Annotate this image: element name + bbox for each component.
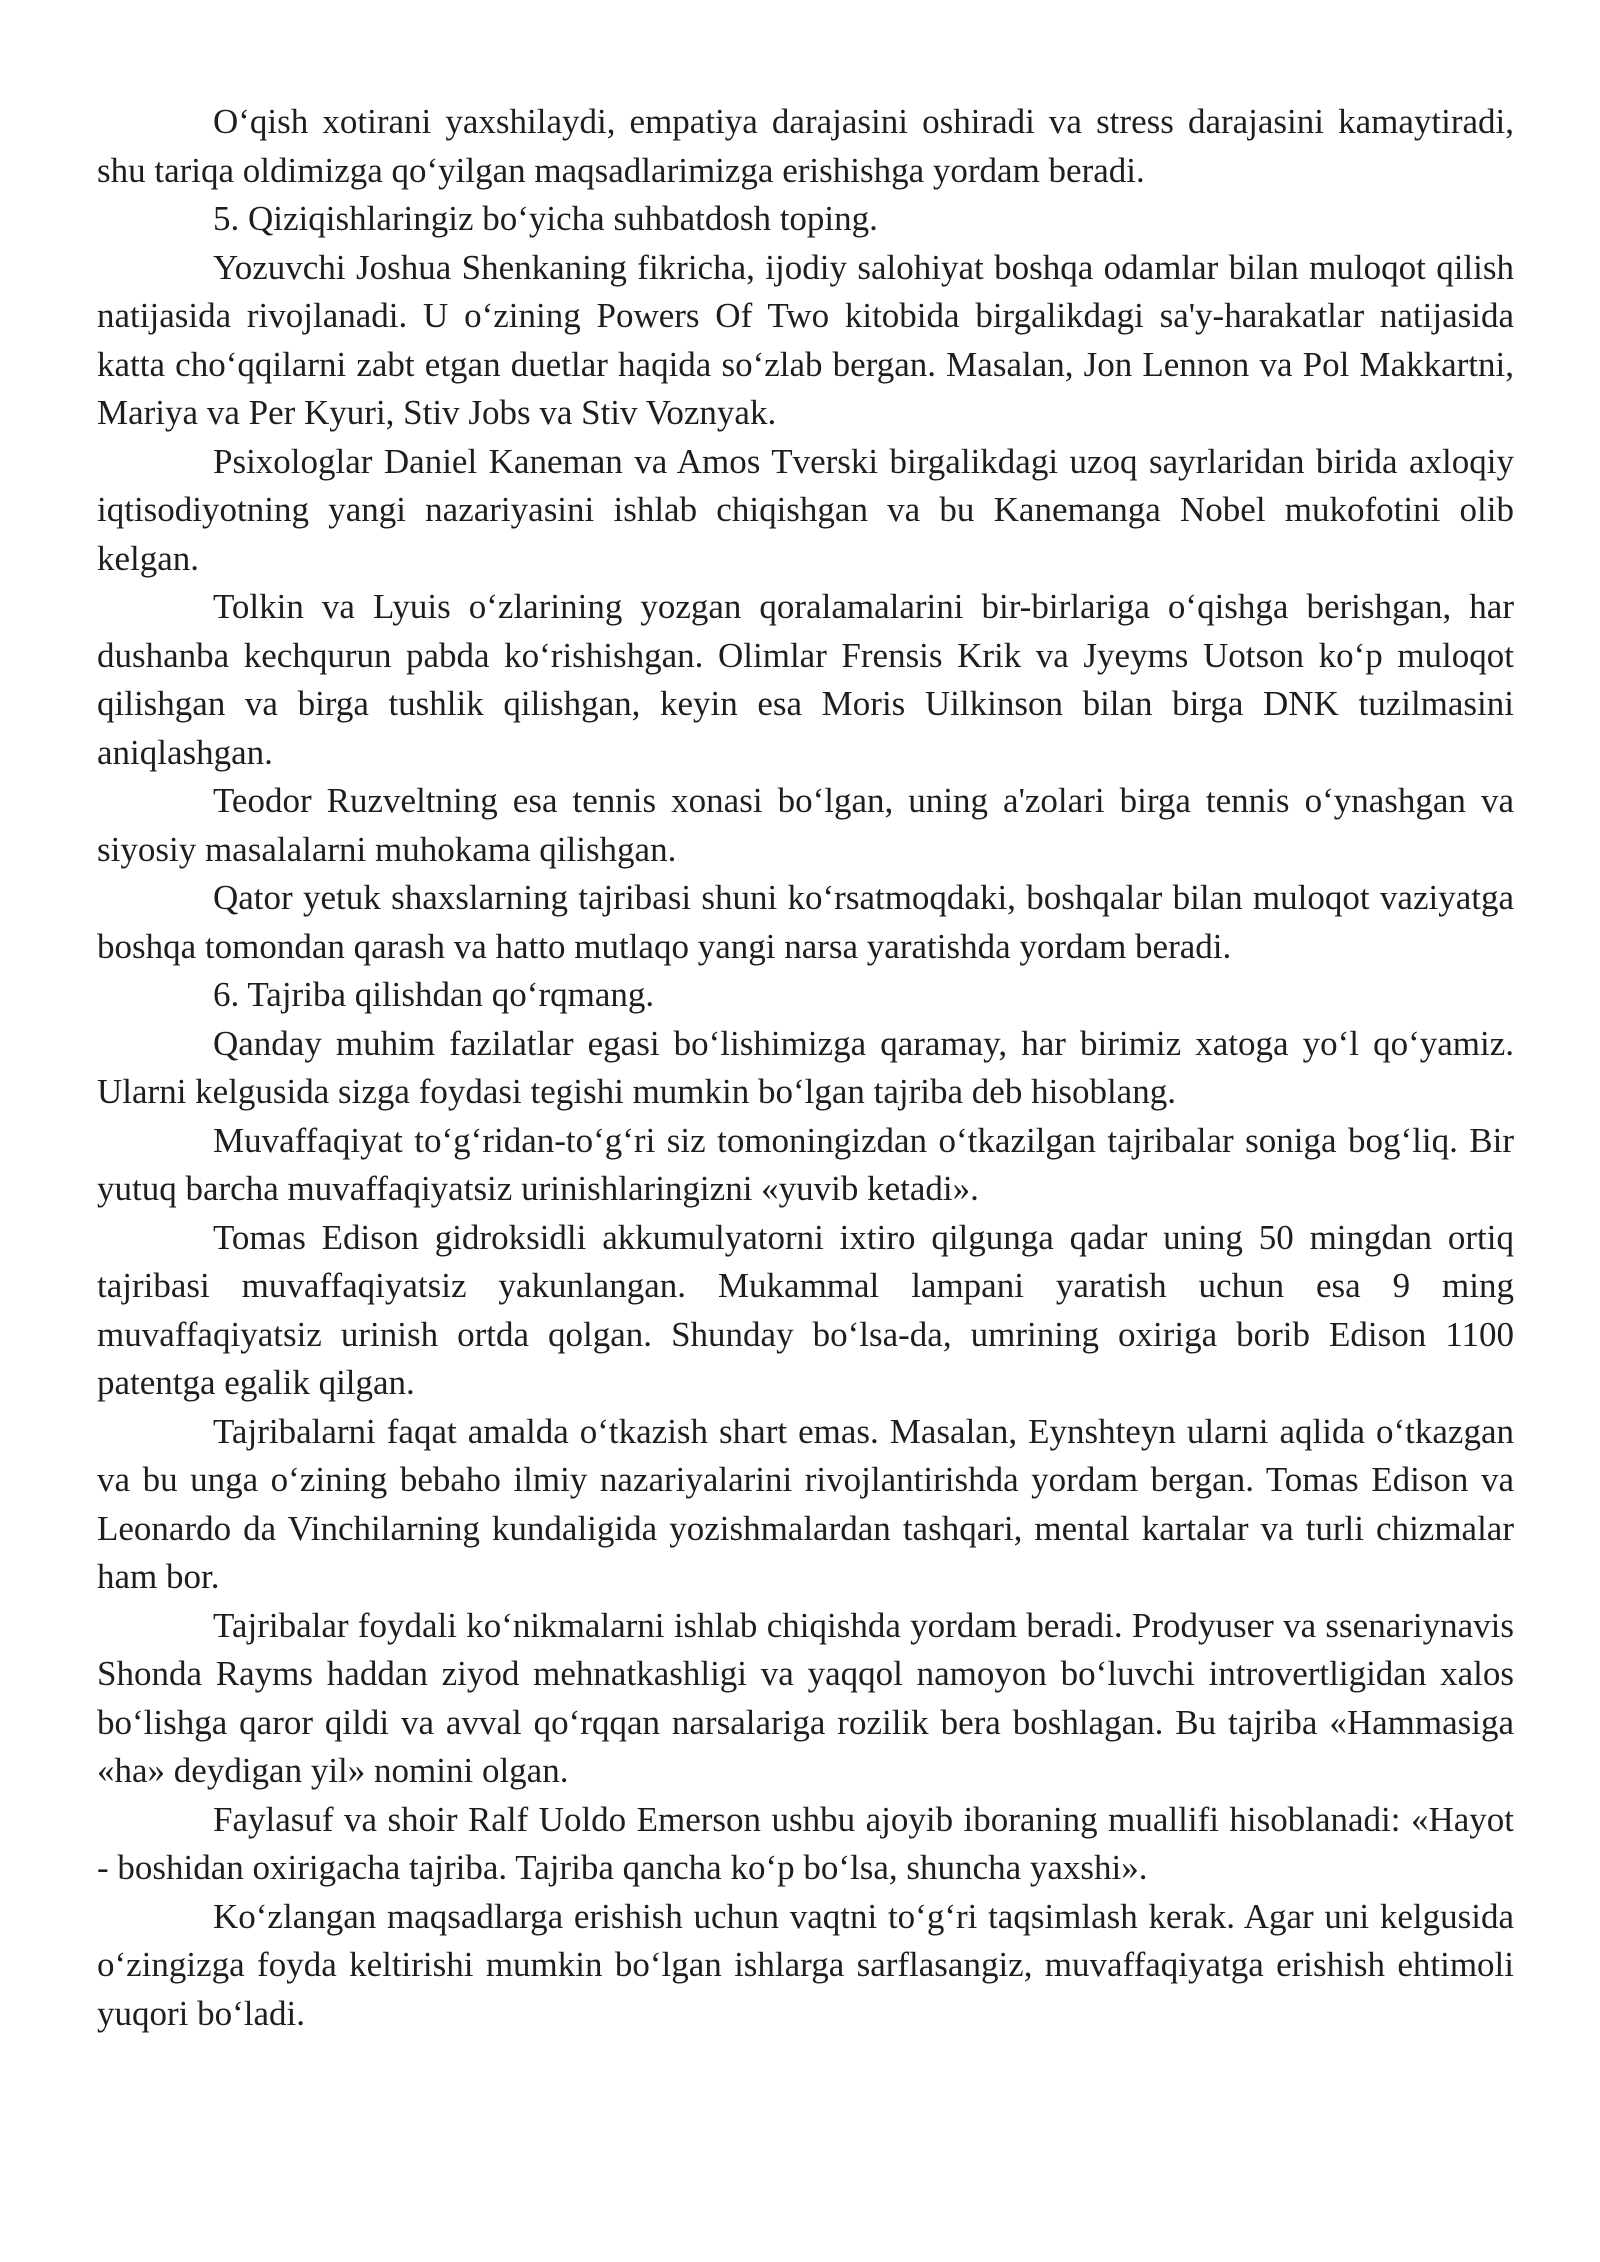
section-heading-6: 6. Tajriba qilishdan qo‘rqmang. (213, 975, 655, 1014)
paragraph-shonda-rhimes: Tajribalar foydali ko‘nikmalarni ishlab chiqishda yordam beradi. Prodyuser va ssenariynavis Shonda Rayms haddan ziyod mehnatkashligi va yaqqol namoyon bo‘luvchi introvertligidan xalos bo‘lishga qaror qildi va avval qo‘rqqan narsalariga rozilik bera boshlagan. Bu tajriba «Hammasiga «ha» deydigan yil» nomini olgan. (97, 1605, 1514, 1790)
paragraph-success-experiments: Muvaffaqiyat to‘g‘ridan-to‘g‘ri siz tomoningizdan o‘tkazilgan tajribalar soniga bog‘liq. Bir yutuq barcha muvaffaqiyatsiz urinishlaringizni «yuvib ketadi». (97, 1120, 1514, 1208)
paragraph-einstein: Tajribalarni faqat amalda o‘tkazish shart emas. Masalan, Eynshteyn ularni aqlida o‘tkazgan va bu unga o‘zining bebaho ilmiy nazariyalarini rivojlantirishda yordam bergan. Tomas Edison va Leonardo da Vinchilarning kundaligida yozishmalardan tashqari, mental kartalar va turli chizmalar ham bor. (97, 1411, 1514, 1596)
paragraph-kahneman-tversky: Psixologlar Daniel Kaneman va Amos Tverski birgalikdagi uzoq sayrlaridan birida axloqiy iqtisodiyotning yangi nazariyasini ishlab chiqishgan va bu Kanemanga Nobel mukofotini olib kelgan. (97, 441, 1514, 578)
paragraph-joshua-shenk: Yozuvchi Joshua Shenkaning fikricha, ijodiy salohiyat boshqa odamlar bilan muloqot qilish natijasida rivojlanadi. U o‘zining Powers Of Two kitobida birgalikdagi sa'y-harakatlar natijasida katta cho‘qqilarni zabt etgan duetlar haqida so‘zlab bergan. Masalan, Jon Lennon va Pol Makkartni, Mariya va Per Kyuri, Stiv Jobs va Stiv Voznyak. (97, 247, 1514, 432)
paragraph-tolkien-lewis: Tolkin va Lyuis o‘zlarining yozgan qoralamalarini bir-birlariga o‘qishga berishgan, har dushanba kechqurun pabda ko‘rishishgan. Olimlar Frensis Krik va Jyeyms Uotson ko‘p muloqot qilishgan va birga tushlik qilishgan, keyin esa Moris Uilkinson bilan birga DNK tuzilmasini aniqlashgan. (97, 587, 1514, 772)
section-heading-5: 5. Qiziqishlaringiz bo‘yicha suhbatdosh toping. (213, 199, 878, 238)
paragraph-emerson-quote: Faylasuf va shoir Ralf Uoldo Emerson ushbu ajoyib iboraning muallifi hisoblanadi: «Hayot - boshidan oxirigacha tajriba. Tajriba qancha ko‘p bo‘lsa, shuncha yaxshi». (97, 1799, 1514, 1887)
document-page (97, 98, 1514, 2038)
paragraph-roosevelt: Teodor Ruzveltning esa tennis xonasi bo‘lgan, uning a'zolari birga tennis o‘ynashgan va siyosiy masalalarni muhokama qilishgan. (97, 781, 1514, 869)
paragraph-reading-benefits: O‘qish xotirani yaxshilaydi, empatiya darajasini oshiradi va stress darajasini kamaytiradi, shu tariqa oldimizga qo‘yilgan maqsadlarimizga erishishga yordam beradi. (97, 102, 1514, 190)
paragraph-edison: Tomas Edison gidroksidli akkumulyatorni ixtiro qilgunga qadar uning 50 mingdan ortiq tajribasi muvaffaqiyatsiz yakunlangan. Mukammal lampani yaratish uchun esa 9 ming muvaffaqiyatsiz urinish ortda qolgan. Shunday bo‘lsa-da, umrining oxiriga borib Edison 1100 patentga egalik qilgan. (97, 1217, 1514, 1402)
paragraph-time-management: Ko‘zlangan maqsadlarga erishish uchun vaqtni to‘g‘ri taqsimlash kerak. Agar uni kelgusida o‘zingizga foyda keltirishi mumkin bo‘lgan ishlarga sarflasangiz, muvaffaqiyatga erishish ehtimoli yuqori bo‘ladi. (97, 1896, 1514, 2033)
paragraph-mistakes: Qanday muhim fazilatlar egasi bo‘lishimizga qaramay, har birimiz xatoga yo‘l qo‘yamiz. Ularni kelgusida sizga foydasi tegishi mumkin bo‘lgan tajriba deb hisoblang. (97, 1023, 1514, 1111)
paragraph-communication-summary: Qator yetuk shaxslarning tajribasi shuni ko‘rsatmoqdaki, boshqalar bilan muloqot vaziyatga boshqa tomondan qarash va hatto mutlaqo yangi narsa yaratishda yordam beradi. (97, 878, 1514, 966)
